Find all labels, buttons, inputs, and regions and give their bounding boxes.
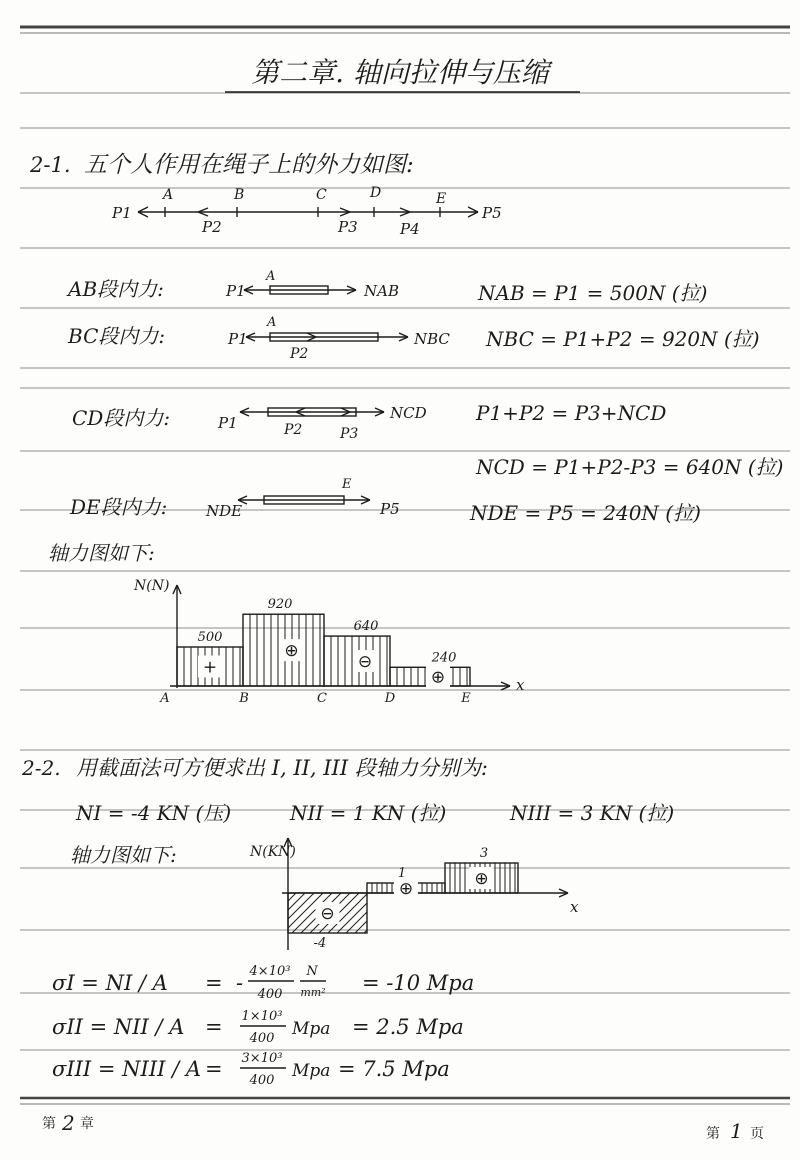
chart2-sign-1: ⊖ [320, 904, 335, 924]
rope-force-p1: P1 [112, 204, 132, 222]
page-footer [42, 1111, 764, 1143]
footer-page-prefix: 第 [706, 1126, 720, 1142]
rope-point-c: C [316, 187, 327, 203]
chart2-bar-3 [445, 846, 518, 893]
segment-bc-p1: P1 [228, 330, 248, 348]
chart2-sign-2: ⊕ [398, 879, 414, 899]
rope-diagram [111, 185, 502, 238]
segment-de-p5: P5 [380, 500, 400, 518]
segment-ab-nab: NAB [364, 282, 399, 300]
stress-formula-3 [52, 1051, 450, 1088]
stress-3-eq: = [205, 1057, 223, 1081]
chart1-point-b: B [239, 691, 249, 706]
segment-cd-p2: P2 [284, 422, 303, 438]
chart1-value-label-1: 500 [197, 630, 223, 645]
stress-2-den: 400 [249, 1031, 275, 1046]
stress-1-minus: - [236, 971, 244, 995]
stress-3-lhs: σIII = NIII / A [52, 1057, 202, 1081]
segment-cd-p3: P3 [340, 426, 359, 442]
rope-force-p2: P2 [202, 218, 222, 236]
footer-chapter-number: 2 [62, 1111, 75, 1135]
chart1-sign-3: ⊖ [357, 652, 373, 673]
chart1-bar-2 [243, 597, 324, 686]
chart2-value-label-2: 1 [397, 866, 407, 881]
segment-bc-p2: P2 [290, 346, 309, 362]
chart1-value-label-3: 640 [353, 619, 379, 635]
stress-formula-1 [52, 964, 474, 1002]
segment-bc-nbc: NBC [414, 330, 450, 348]
chart1-sign-4: ⊕ [430, 667, 446, 688]
segment-cd-result: NCD = P1+P2-P3 = 640N (拉) [476, 455, 784, 479]
stress-3-den: 400 [249, 1073, 275, 1088]
force-n2: NII = 1 KN (拉) [290, 801, 447, 825]
chart2-x-axis-label: x [570, 898, 579, 916]
chart1-bar-1 [177, 630, 243, 686]
chart2-bar-1 [288, 893, 367, 951]
stress-formula-2 [52, 1009, 464, 1046]
stress-2-result: = 2.5 Mpa [352, 1015, 464, 1039]
chart1-point-d: D [384, 691, 396, 706]
segment-ab-result: NAB = P1 = 500N (拉) [478, 281, 708, 305]
rope-force-p4: P4 [400, 220, 420, 238]
problem-2-1-number: 2-1. [30, 153, 71, 177]
segment-ab-label: AB段内力: [68, 277, 164, 301]
rope-point-b: B [234, 187, 245, 203]
chapter-title: 第二章. 轴向拉伸与压缩 [251, 56, 549, 89]
stress-2-unit: Mpa [292, 1019, 331, 1039]
axial-force-diagram-2 [249, 838, 579, 951]
chart1-y-axis-label: N(N) [134, 578, 170, 594]
stress-3-result: = 7.5 Mpa [338, 1057, 450, 1081]
stress-1-lhs: σI = NI / A [52, 971, 168, 995]
chart1-value-label-2: 920 [267, 597, 293, 613]
problem-2-2-number: 2-2. [22, 756, 61, 780]
stress-2-num: 1×10³ [241, 1009, 283, 1024]
chart1-point-c: C [317, 691, 327, 706]
force-n1: NI = -4 KN (压) [76, 801, 232, 825]
rope-point-a: A [163, 187, 174, 203]
chart1-bars [177, 597, 470, 687]
chart1-bar-4 [390, 650, 470, 687]
stress-3-unit: Mpa [292, 1061, 331, 1081]
chart1-point-labels [159, 691, 471, 706]
segment-de-point: E [342, 477, 352, 492]
segment-ab [66, 269, 707, 305]
chart1-bar-3 [324, 619, 390, 686]
stress-3-num: 3×10³ [241, 1051, 283, 1066]
stress-1-unit-den: mm² [300, 986, 326, 999]
footer-chapter-suffix: 章 [80, 1116, 94, 1132]
chart2-value-label-3: 3 [479, 846, 489, 861]
chart1-point-e: E [461, 691, 471, 706]
segment-ab-point: A [266, 269, 276, 284]
rope-point-d: D [370, 185, 382, 201]
chart2-y-axis-label: N(KN) [250, 844, 296, 860]
ruled-lines [20, 27, 790, 1104]
segment-bc [67, 315, 760, 362]
problem-2-1-statement: 五个人作用在绳子上的外力如图: [84, 152, 414, 178]
axial-diagram-heading-1: 轴力图如下: [48, 541, 155, 565]
segment-bc-label: BC段内力: [68, 324, 166, 348]
rope-point-e: E [436, 191, 447, 207]
segment-cd-ncd: NCD [390, 404, 427, 422]
chart2-bars [288, 846, 518, 951]
axial-force-diagram-1 [133, 578, 525, 706]
footer-chapter-prefix: 第 [42, 1116, 56, 1132]
segment-cd-label: CD段内力: [72, 406, 171, 430]
chart1-point-a: A [160, 691, 170, 706]
chart2-sign-3: ⊕ [474, 869, 489, 889]
stress-2-eq: = [205, 1015, 223, 1039]
footer-page-number: 1 [730, 1119, 743, 1143]
segment-de [69, 477, 701, 525]
force-n3: NIII = 3 KN (拉) [510, 801, 675, 825]
segment-bc-result: NBC = P1+P2 = 920N (拉) [486, 327, 760, 351]
segment-cd-equation: P1+P2 = P3+NCD [476, 401, 667, 425]
footer-page-suffix: 页 [750, 1126, 764, 1142]
segment-de-result: NDE = P5 = 240N (拉) [470, 501, 701, 525]
segment-ab-p1: P1 [226, 282, 246, 300]
segment-cd-p1: P1 [218, 414, 238, 432]
segment-bc-point: A [267, 315, 277, 330]
rope-force-p5: P5 [482, 204, 502, 222]
stress-1-result: = -10 Mpa [362, 971, 475, 995]
axial-diagram-heading-2: 轴力图如下: [70, 843, 177, 867]
stress-1-eq: = [205, 971, 223, 995]
stress-1-num: 4×10³ [249, 964, 291, 979]
stress-1-unit-num: N [306, 964, 318, 979]
chart1-sign-1: + [202, 657, 218, 678]
segment-de-label: DE段内力: [70, 495, 168, 519]
problem-2-2-statement: 用截面法可方便求出 I, II, III 段轴力分别为: [76, 756, 488, 780]
rope-force-p3: P3 [338, 218, 358, 236]
stress-1-den: 400 [257, 987, 283, 1002]
chart1-x-axis-label: x [516, 676, 525, 694]
stress-2-lhs: σII = NII / A [52, 1015, 185, 1039]
chart2-bar-2 [367, 866, 445, 899]
segment-de-nde: NDE [206, 502, 243, 520]
segment-cd [72, 401, 783, 479]
chart2-value-label-1: -4 [313, 936, 327, 951]
chart1-sign-2: ⊕ [284, 641, 299, 662]
chart1-value-label-4: 240 [431, 650, 457, 666]
